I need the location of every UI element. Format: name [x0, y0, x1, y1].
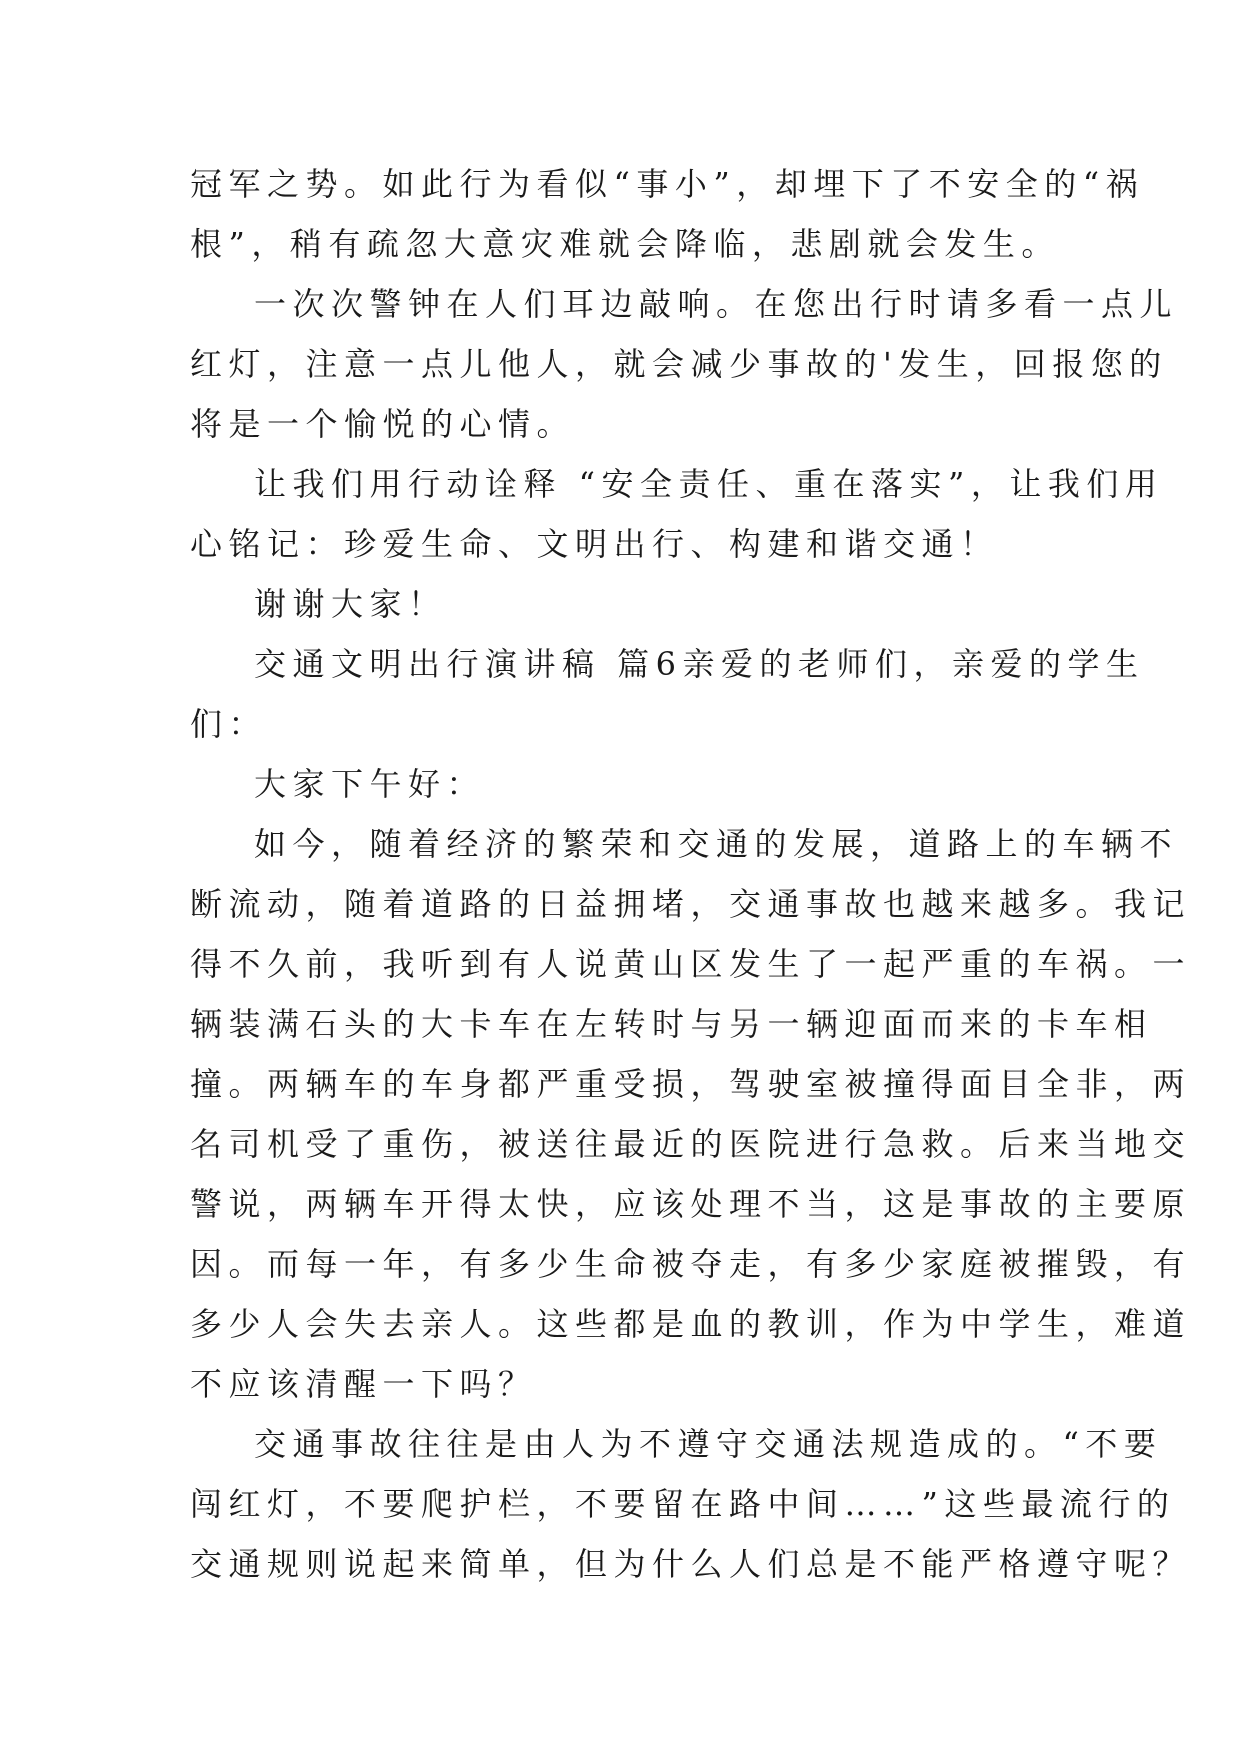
paragraph-start-line: 一次次警钟在人们耳边敲响。在您出行时请多看一点儿 — [254, 285, 1179, 323]
text-line: 警说，两辆车开得太快，应该处理不当，这是事故的主要原 — [190, 1185, 1192, 1223]
paragraph-start-line: 交通事故往往是由人为不遵守交通法规造成的。“不要 — [254, 1425, 1163, 1463]
greeting-line: 大家下午好： — [254, 765, 486, 803]
text-line: 根”，稍有疏忽大意灾难就会降临，悲剧就会发生。 — [190, 225, 1060, 263]
paragraph-start-line: 如今，随着经济的繁荣和交通的发展，道路上的车辆不 — [254, 825, 1179, 863]
paragraph-start-line: 让我们用行动诠释 “安全责任、重在落实”，让我们用 — [254, 465, 1164, 503]
text-line: 心铭记：珍爱生命、文明出行、构建和谐交通！ — [190, 525, 999, 563]
text-line: 将是一个愉悦的心情。 — [190, 405, 576, 443]
text-line: 得不久前，我听到有人说黄山区发生了一起严重的车祸。一 — [190, 945, 1192, 983]
text-line: 交通规则说起来简单，但为什么人们总是不能严格遵守呢？ — [190, 1545, 1192, 1583]
text-line: 名司机受了重伤，被送往最近的医院进行急救。后来当地交 — [190, 1125, 1192, 1163]
text-line: 冠军之势。如此行为看似“事小”，却埋下了不安全的“祸 — [190, 165, 1145, 203]
text-line: 不应该清醒一下吗？ — [190, 1365, 537, 1403]
text-line: 断流动，随着道路的日益拥堵，交通事故也越来越多。我记 — [190, 885, 1192, 923]
text-line: 辆装满石头的大卡车在左转时与另一辆迎面而来的卡车相 — [190, 1005, 1153, 1043]
text-line: 撞。两辆车的车身都严重受损，驾驶室被撞得面目全非，两 — [190, 1065, 1192, 1103]
text-line: 多少人会失去亲人。这些都是血的教训，作为中学生，难道 — [190, 1305, 1192, 1343]
section-heading-line: 交通文明出行演讲稿 篇6亲爱的老师们，亲爱的学生 — [254, 645, 1145, 683]
paragraph-start-line: 谢谢大家！ — [254, 585, 447, 623]
text-line: 闯红灯，不要爬护栏，不要留在路中间……”这些最流行的 — [190, 1485, 1176, 1523]
text-line: 红灯，注意一点儿他人，就会减少事故的'发生，回报您的 — [190, 345, 1168, 383]
text-line: 们： — [190, 705, 268, 743]
text-line: 因。而每一年，有多少生命被夺走，有多少家庭被摧毁，有 — [190, 1245, 1192, 1283]
